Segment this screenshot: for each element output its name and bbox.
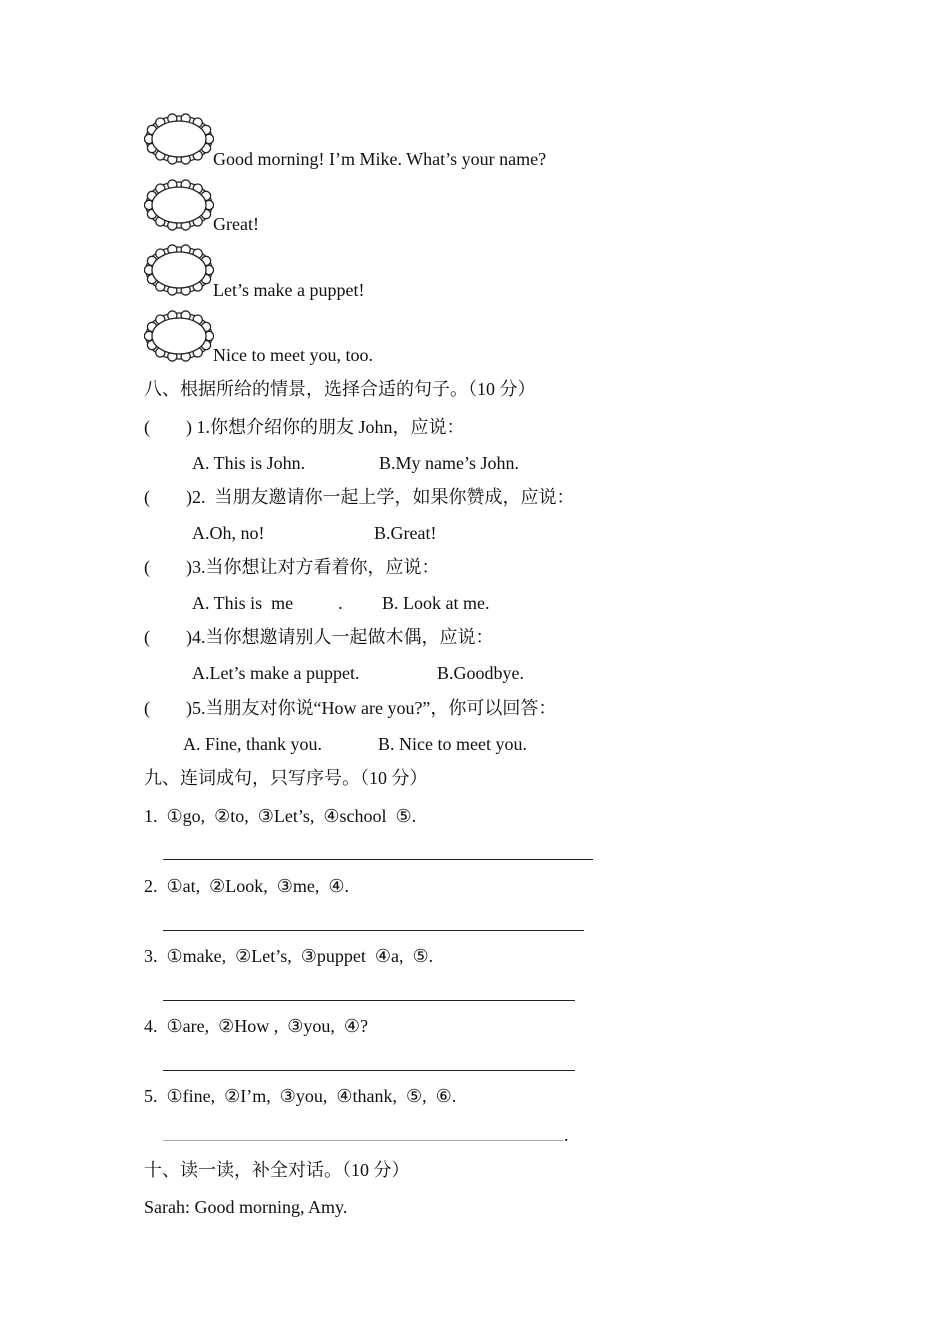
section-title: 九、连词成句，只写序号。（10 分） (144, 768, 428, 788)
word-order-item: 3. ①make, ②Let’s, ③puppet ④a, ⑤. (144, 946, 434, 966)
answer-line[interactable] (163, 1070, 575, 1071)
word-order-item: 4. ①are, ②How , ③you, ④? (144, 1016, 369, 1036)
answer-line[interactable] (163, 930, 584, 931)
option-a: A. Fine, thank you. (183, 734, 322, 754)
section-title: 十、读一读，补全对话。（10 分） (144, 1160, 410, 1180)
end-punctuation: . (564, 1125, 569, 1145)
option-a: A. This is John. (192, 453, 306, 473)
dialogue-line: Let’s make a puppet! (213, 280, 365, 300)
flower-bubble-icon (144, 244, 214, 296)
answer-line[interactable] (163, 859, 593, 860)
word-order-item: 1. ①go, ②to, ③Let’s, ④school ⑤. (144, 806, 417, 826)
flower-bubble-icon (144, 179, 214, 231)
answer-line[interactable] (163, 1000, 575, 1001)
dialogue-line: Great! (213, 214, 259, 234)
option-a: A. This is me . (192, 593, 343, 613)
flower-bubble-icon (144, 310, 214, 362)
dialogue-line: Good morning! I’m Mike. What’s your name? (213, 149, 547, 169)
option-b: B. Nice to meet you. (378, 734, 527, 754)
answer-line[interactable] (163, 1140, 563, 1141)
question-stem: ( )5.当朋友对你说“How are you?”，你可以回答： (144, 698, 557, 718)
dialogue-line: Nice to meet you, too. (213, 345, 373, 365)
option-b: B.My name’s John. (379, 453, 520, 473)
option-a: A.Let’s make a puppet. (192, 663, 360, 683)
word-order-item: 5. ①fine, ②I’m, ③you, ④thank, ⑤, ⑥. (144, 1086, 457, 1106)
question-stem: ( )2. 当朋友邀请你一起上学，如果你赞成，应说： (144, 487, 575, 507)
flower-bubble-icon (144, 113, 214, 165)
section-title: 八、根据所给的情景，选择合适的句子。（10 分） (144, 379, 536, 399)
word-order-item: 2. ①at, ②Look, ③me, ④. (144, 876, 350, 896)
option-b: B. Look at me. (382, 593, 490, 613)
question-stem: ( )4.当你想邀请别人一起做木偶，应说： (144, 627, 494, 647)
dialogue-line: Sarah: Good morning, Amy. (144, 1197, 348, 1217)
question-stem: ( ) 1.你想介绍你的朋友 John，应说： (144, 417, 465, 437)
option-b: B.Goodbye. (437, 663, 524, 683)
option-b: B.Great! (374, 523, 437, 543)
question-stem: ( )3.当你想让对方看着你，应说： (144, 557, 440, 577)
option-a: A.Oh, no! (192, 523, 265, 543)
